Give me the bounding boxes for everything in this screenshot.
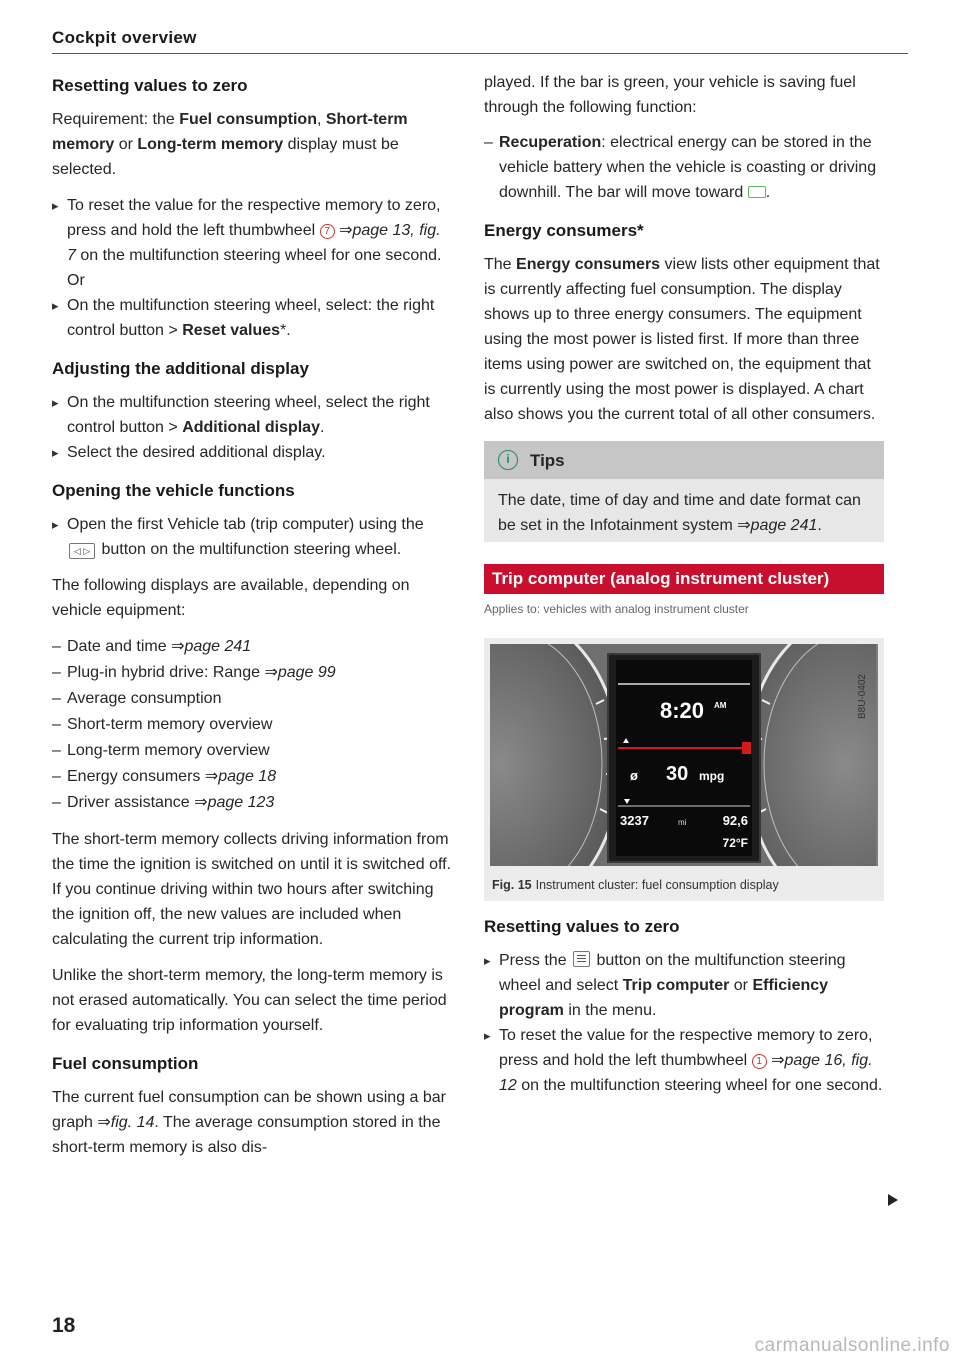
adjust-step-1: ▸ On the multifunction steering wheel, select the right control button > Additional display. [52,390,452,440]
display-time: 8:20 [659,698,705,723]
reset2-step-2: ▸ To reset the value for the respective memory to zero, press and hold the left thumbwheel 1 ⇒page 16, fig. 12 on the multifunction steering wheel for one second. [484,1023,884,1098]
reset-step-1: ▸ To reset the value for the respective memory to zero, press and hold the left thumbwheel 7 ⇒page 13, fig. 7 on the multifunction steering wheel for one second. Or [52,193,452,293]
figure-code: B8U-0402 [857,674,868,720]
reset-step-2: ▸ On the multifunction steering wheel, select: the right control button > Reset values*. [52,293,452,343]
page-reference-link[interactable]: ⇒page 241 [171,638,252,655]
section-title-trip-computer: Trip computer (analog instrument cluster) [484,564,884,594]
right-column [484,70,884,1109]
callout-number-icon: 7 [320,224,335,239]
list-item: – Recuperation: electrical energy can be stored in the vehicle battery when the vehicle is coasting or driving downhill. The bar will move toward . [484,130,884,205]
page-reference-link[interactable]: ⇒page 99 [264,664,336,681]
reset2-steps [484,948,884,1098]
recuperation-list [484,130,884,205]
tips-header [484,441,884,479]
info-icon: i [498,450,518,470]
figure-reference-link[interactable]: ⇒fig. 14 [97,1114,155,1131]
figure-instrument-cluster [484,638,884,901]
instrument-cluster-image [490,644,878,866]
display-average-symbol: ø [630,768,638,783]
heading-fuel-consumption: Fuel consumption [52,1054,199,1073]
figure-caption: Fig. 15 Instrument cluster: fuel consumption display [492,878,779,892]
following-displays-paragraph: The following displays are available, depending on vehicle equipment: [52,577,410,619]
list-item: – Plug-in hybrid drive: Range ⇒page 99 [52,660,452,686]
continue-arrow-icon [888,1194,898,1206]
short-term-memory-paragraph: The short-term memory collects driving information from the time the ignition is switched on until it is switched off. If you continue driving within two hours after switching the ignition off, the new values are included when calculating the current trip information. [52,831,452,948]
reset-steps [52,193,452,343]
list-item: – Driver assistance ⇒page 123 [52,790,452,816]
heading-adjusting-display: Adjusting the additional display [52,359,309,378]
heading-resetting-values-2: Resetting values to zero [484,917,680,936]
battery-icon [748,186,766,198]
adjust-steps [52,390,452,465]
heading-resetting-values: Resetting values to zero [52,76,248,95]
display-ampm: AM [714,701,727,710]
list-item: – Average consumption [52,686,452,712]
display-average-value: 30 [666,763,689,785]
display-odometer: 3237 [620,813,649,828]
heading-energy-consumers: Energy consumers* [484,221,644,240]
section-header-title: Cockpit overview [52,28,197,47]
list-item: – Long-term memory overview [52,738,452,764]
list-item: – Date and time ⇒page 241 [52,634,452,660]
watermark-site: carmanualsonline.info [754,1335,950,1356]
heading-opening-functions: Opening the vehicle functions [52,481,295,500]
energy-consumers-paragraph: The Energy consumers view lists other equipment that is currently affecting fuel consumption. The display shows up to three energy consumers. The equipment using the most power is listed first. If more than three items using power are switched on, the equipment that is currently using the most power is displayed. A chart also shows you the current total of all other consumers. [484,256,880,423]
adjust-step-2: ▸ Select the desired additional display. [52,440,452,465]
page-reference-link[interactable]: ⇒page 18 [204,768,277,785]
menu-button-icon [573,951,590,967]
tips-body: The date, time of day and time and date format can be set in the Infotainment system ⇒page 241. [498,492,861,534]
page-reference-link[interactable]: ⇒page 241 [737,517,818,534]
long-term-memory-paragraph: Unlike the short-term memory, the long-term memory is not erased automatically. You can select the time period for evaluating trip information yourself. [52,967,447,1034]
page-reference-link[interactable]: ⇒page 123 [194,794,275,811]
callout-number-icon: 1 [752,1054,767,1069]
display-temperature: 72°F [722,836,748,850]
arrow-buttons-icon: ◁ ▷ [69,543,95,559]
list-item: – Energy consumers ⇒page 18 [52,764,452,790]
page-header [52,28,908,54]
continued-paragraph: played. If the bar is green, your vehicle is saving fuel through the following function: [484,74,856,116]
tips-title: Tips [530,450,565,470]
displays-list [52,634,452,816]
display-odometer-unit: mi [678,818,687,827]
display-trip: 92,6 [722,813,748,828]
tips-box [484,441,884,542]
display-average-unit: mpg [699,769,725,783]
fuel-consumption-paragraph: The current fuel consumption can be shown using a bar graph ⇒fig. 14. The average consumption stored in the short-term memory is also dis- [52,1089,447,1156]
left-column [52,70,452,1171]
page-reference-link[interactable]: ⇒page 13, fig. 7 [67,222,441,264]
opening-steps [52,512,452,562]
page-number: 18 [52,1314,76,1337]
reset2-step-1: ▸ Press the button on the multifunction steering wheel and select Trip computer or Efficiency program in the menu. [484,948,884,1023]
page-reference-link[interactable]: ⇒page 16, fig. 12 [499,1052,873,1094]
requirement-paragraph: Requirement: the Fuel consumption, Short-term memory or Long-term memory display must be selected. [52,111,408,178]
instrument-cluster-illustration [490,644,876,866]
list-item: – Short-term memory overview [52,712,452,738]
opening-step-1: ▸ Open the first Vehicle tab (trip computer) using the ◁ ▷ button on the multifunction steering wheel. [52,512,452,562]
applies-to-note: Applies to: vehicles with analog instrument cluster [484,602,749,616]
